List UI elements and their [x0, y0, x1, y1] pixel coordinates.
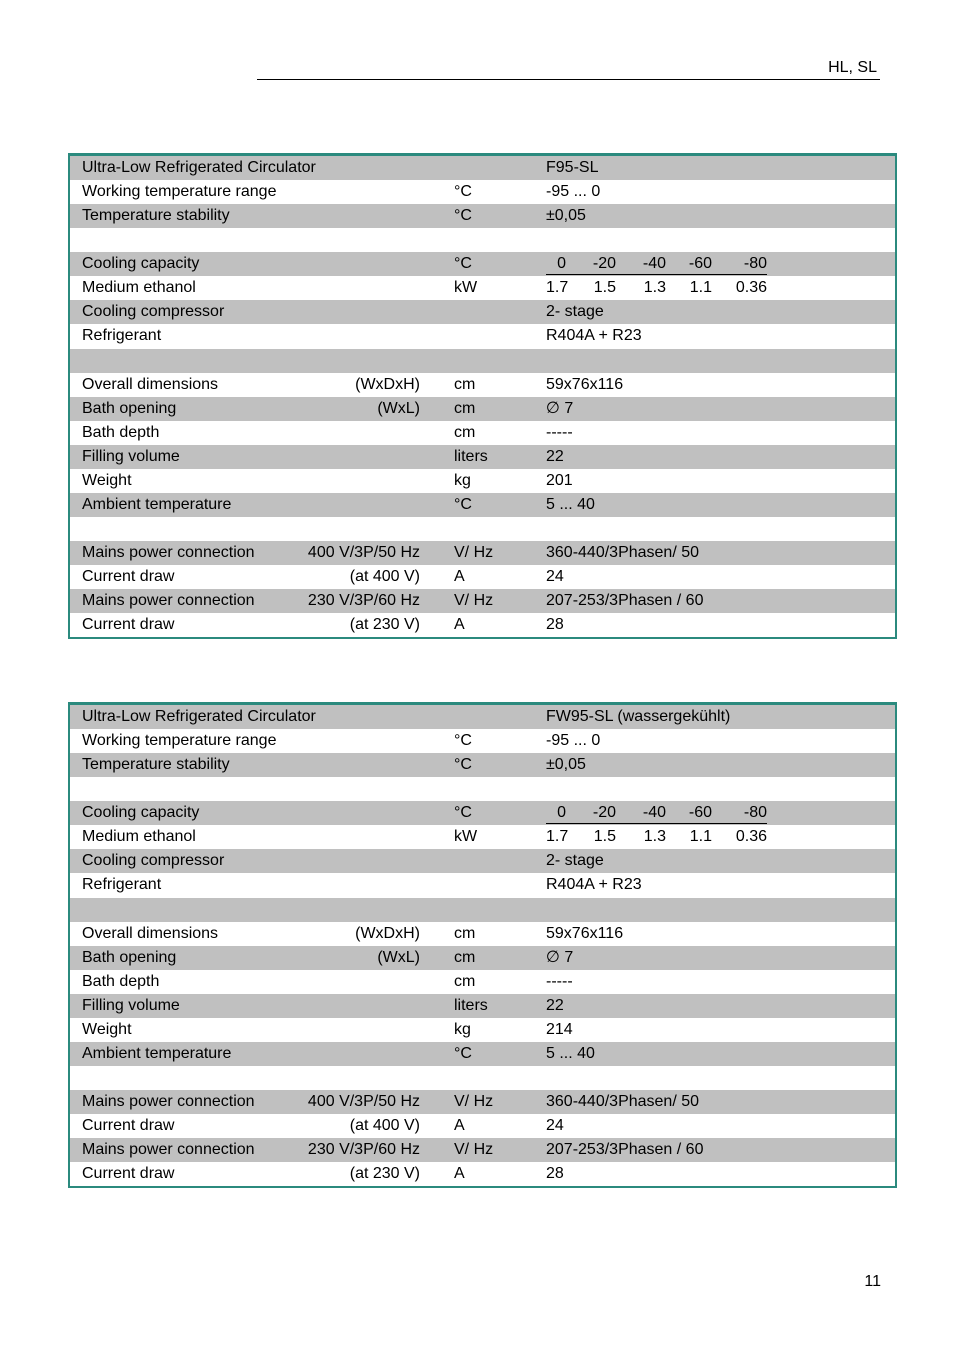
- row-subvalue: 1.3: [643, 279, 666, 297]
- table-row: [70, 946, 895, 970]
- row-unit: °C: [454, 207, 472, 225]
- row-condition: (at 230 V): [349, 1165, 420, 1183]
- table-row: [70, 994, 895, 1018]
- row-condition: (WxDxH): [355, 924, 420, 942]
- row-unit: °C: [454, 804, 472, 822]
- table-row: [70, 349, 895, 373]
- row-unit: °C: [454, 732, 472, 750]
- row-condition: (WxL): [377, 948, 420, 966]
- table-row: [70, 469, 895, 493]
- row-label: Weight: [82, 471, 132, 489]
- table-row: [70, 445, 895, 469]
- header-rule: [257, 79, 880, 80]
- row-subvalue: -60: [688, 255, 712, 273]
- row-unit: liters: [454, 447, 488, 465]
- row-value: R404A + R23: [546, 327, 642, 345]
- row-value: 2- stage: [546, 303, 604, 321]
- table-row: [70, 421, 895, 445]
- table-row: [70, 156, 895, 180]
- table-row: [70, 729, 895, 753]
- row-label: Filling volume: [82, 447, 180, 465]
- row-condition: 400 V/3P/50 Hz: [307, 544, 420, 561]
- row-subvalue: -80: [743, 255, 767, 273]
- row-unit: cm: [454, 924, 476, 942]
- row-unit: A: [454, 568, 465, 586]
- row-unit: V/ Hz: [454, 1141, 494, 1159]
- table-row: [70, 1162, 895, 1186]
- row-label: Medium ethanol: [82, 828, 196, 846]
- row-unit: °C: [454, 183, 472, 201]
- row-value: 24: [546, 568, 564, 586]
- table-row: [70, 373, 895, 397]
- table-row: [70, 613, 895, 637]
- table-row: [70, 1018, 895, 1042]
- row-unit: °C: [454, 1044, 472, 1062]
- table-row: [70, 1138, 895, 1162]
- row-condition: 230 V/3P/60 Hz: [307, 592, 420, 610]
- row-unit: kW: [454, 828, 478, 846]
- row-label: Working temperature range: [82, 183, 277, 201]
- page-number: 11: [864, 1273, 881, 1290]
- row-unit: kg: [454, 1020, 471, 1038]
- row-value: 207-253/3Phasen / 60: [546, 1141, 704, 1159]
- table-row: [70, 777, 895, 801]
- row-unit: liters: [454, 996, 488, 1014]
- row-subvalue: 1.3: [643, 828, 666, 846]
- table-row: [70, 252, 895, 276]
- row-label: Ultra-Low Refrigerated Circulator: [82, 708, 316, 725]
- row-unit: cm: [454, 948, 476, 966]
- table-row: [70, 300, 895, 324]
- row-subvalue: 1.5: [593, 828, 616, 846]
- row-condition: (at 230 V): [349, 616, 420, 634]
- row-unit: °C: [454, 495, 472, 513]
- row-label: Cooling capacity: [82, 804, 200, 822]
- table-row: [70, 753, 895, 777]
- row-unit: °C: [454, 756, 472, 774]
- row-value: 201: [546, 471, 573, 489]
- cooling-capacity-underline: [546, 274, 767, 275]
- row-label: Overall dimensions: [82, 924, 219, 942]
- row-label: Current draw: [82, 616, 175, 634]
- row-label: Ultra-Low Refrigerated Circulator: [82, 159, 316, 176]
- row-value: -----: [546, 423, 573, 441]
- row-value: 59x76x116: [546, 924, 624, 942]
- row-unit: V/ Hz: [454, 544, 494, 561]
- row-subvalue: 0: [557, 255, 566, 273]
- row-value: -95 ... 0: [546, 183, 601, 201]
- row-condition: (at 400 V): [349, 1117, 420, 1135]
- cooling-capacity-underline: [546, 823, 767, 824]
- row-value: 28: [546, 1165, 564, 1183]
- spec-table-fw95-sl: [68, 702, 897, 1188]
- row-label: Bath depth: [82, 423, 160, 441]
- row-value: 214: [546, 1020, 573, 1038]
- row-subvalue: -20: [592, 804, 616, 822]
- table-row: [70, 324, 895, 348]
- row-value: 28: [546, 616, 564, 634]
- row-unit: A: [454, 1165, 465, 1183]
- table-row: [70, 970, 895, 994]
- row-unit: V/ Hz: [454, 1093, 494, 1110]
- row-subvalue: 1.7: [546, 279, 569, 297]
- row-subvalue: 1.1: [689, 279, 712, 297]
- row-label: Mains power connection: [82, 544, 255, 561]
- row-label: Weight: [82, 1020, 132, 1038]
- row-unit: kg: [454, 471, 471, 489]
- row-label: Temperature stability: [82, 756, 230, 774]
- table-row: [70, 1090, 895, 1114]
- row-unit: cm: [454, 399, 476, 417]
- row-label: Cooling compressor: [82, 852, 225, 870]
- row-subvalue: -80: [743, 804, 767, 822]
- row-label: Cooling compressor: [82, 303, 225, 321]
- row-value: -95 ... 0: [546, 732, 601, 750]
- row-value: 2- stage: [546, 852, 604, 870]
- row-label: Current draw: [82, 1117, 175, 1135]
- row-value: ∅ 7: [546, 948, 574, 966]
- row-subvalue: -40: [642, 255, 666, 273]
- table-row: [70, 517, 895, 541]
- row-condition: 400 V/3P/50 Hz: [307, 1093, 420, 1110]
- table-row: [70, 1066, 895, 1090]
- row-label: Refrigerant: [82, 327, 162, 345]
- row-subvalue: 0: [557, 804, 566, 822]
- table-row: [70, 801, 895, 825]
- row-label: Bath opening: [82, 399, 177, 417]
- table-row: [70, 204, 895, 228]
- row-unit: A: [454, 616, 465, 634]
- table-row: [70, 1042, 895, 1066]
- row-value: 5 ... 40: [546, 1044, 595, 1062]
- table-row: [70, 397, 895, 421]
- row-label: Mains power connection: [82, 1093, 255, 1110]
- row-condition: 230 V/3P/60 Hz: [307, 1141, 420, 1159]
- row-label: Bath opening: [82, 948, 177, 966]
- table-row: [70, 180, 895, 204]
- row-label: Cooling capacity: [82, 255, 200, 273]
- table-row: [70, 849, 895, 873]
- row-label: Bath depth: [82, 972, 160, 990]
- page-header: HL, SL: [828, 59, 877, 76]
- row-unit: V/ Hz: [454, 592, 494, 610]
- table-row: [70, 898, 895, 922]
- row-label: Current draw: [82, 568, 175, 586]
- row-value: 24: [546, 1117, 564, 1135]
- row-label: Working temperature range: [82, 732, 277, 750]
- row-value: 22: [546, 996, 564, 1014]
- row-unit: kW: [454, 279, 478, 297]
- row-value: 59x76x116: [546, 375, 624, 393]
- row-value: 22: [546, 447, 564, 465]
- row-value: 360-440/3Phasen/ 50: [546, 544, 700, 561]
- table-row: [70, 228, 895, 252]
- row-label: Current draw: [82, 1165, 175, 1183]
- row-unit: cm: [454, 423, 476, 441]
- row-unit: cm: [454, 972, 476, 990]
- row-value: ±0,05: [546, 207, 586, 225]
- row-subvalue: 1.7: [546, 828, 569, 846]
- row-condition: (WxL): [377, 399, 420, 417]
- table-row: [70, 493, 895, 517]
- table-row: [70, 1114, 895, 1138]
- row-subvalue: 1.5: [593, 279, 616, 297]
- row-value: 360-440/3Phasen/ 50: [546, 1093, 700, 1110]
- row-subvalue: -60: [688, 804, 712, 822]
- row-label: Temperature stability: [82, 207, 230, 225]
- row-value: 207-253/3Phasen / 60: [546, 592, 704, 610]
- row-label: Mains power connection: [82, 592, 255, 610]
- row-value: R404A + R23: [546, 876, 642, 894]
- row-value: ∅ 7: [546, 399, 574, 417]
- spec-table-f95-sl: [68, 153, 897, 639]
- row-value: -----: [546, 972, 573, 990]
- table-row: [70, 873, 895, 897]
- row-condition: (at 400 V): [349, 568, 420, 586]
- row-value: F95-SL: [546, 159, 599, 176]
- row-value: ±0,05: [546, 756, 586, 774]
- row-subvalue: 0.36: [735, 828, 767, 846]
- row-label: Ambient temperature: [82, 1044, 232, 1062]
- row-subvalue: -40: [642, 804, 666, 822]
- row-unit: °C: [454, 255, 472, 273]
- table-row: [70, 565, 895, 589]
- table-row: [70, 541, 895, 565]
- row-subvalue: -20: [592, 255, 616, 273]
- row-label: Medium ethanol: [82, 279, 196, 297]
- table-row: [70, 825, 895, 849]
- table-row: [70, 705, 895, 729]
- row-unit: A: [454, 1117, 465, 1135]
- table-row: [70, 922, 895, 946]
- row-value: FW95-SL (wassergekühlt): [546, 708, 731, 725]
- row-label: Mains power connection: [82, 1141, 255, 1159]
- row-label: Overall dimensions: [82, 375, 219, 393]
- row-label: Refrigerant: [82, 876, 162, 894]
- row-unit: cm: [454, 375, 476, 393]
- row-condition: (WxDxH): [355, 375, 420, 393]
- row-value: 5 ... 40: [546, 495, 595, 513]
- row-label: Filling volume: [82, 996, 180, 1014]
- row-label: Ambient temperature: [82, 495, 232, 513]
- row-subvalue: 1.1: [689, 828, 712, 846]
- row-subvalue: 0.36: [735, 279, 767, 297]
- table-row: [70, 589, 895, 613]
- table-row: [70, 276, 895, 300]
